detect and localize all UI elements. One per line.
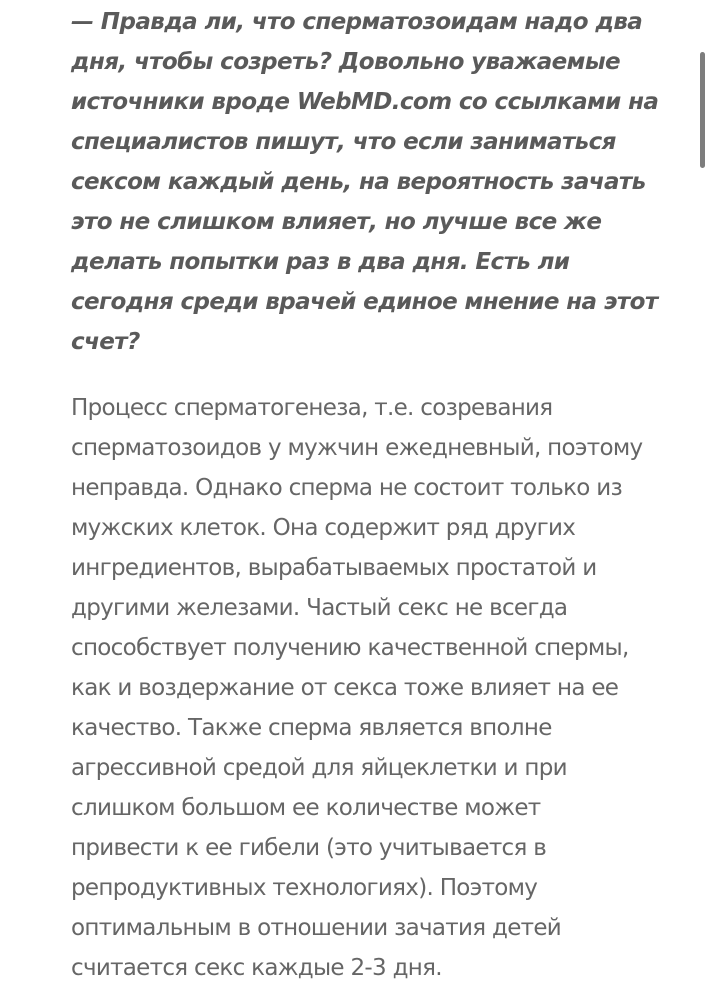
answer-line: как и воздержание от секса тоже влияет на ее bbox=[71, 675, 619, 701]
question-line: сегодня среди врачей единое мнение на этот bbox=[71, 289, 658, 315]
article-body bbox=[71, 0, 659, 988]
answer-line: репродуктивных технологиях). Поэтому bbox=[71, 875, 538, 901]
question-line: дня, чтобы созреть? Довольно уважаемые bbox=[71, 49, 621, 75]
answer-line: качество. Также сперма является вполне bbox=[71, 715, 552, 741]
question-line: делать попытки раз в два дня. Есть ли bbox=[71, 249, 570, 275]
answer-line: агрессивной средой для яйцеклетки и при bbox=[71, 755, 567, 781]
interview-question bbox=[71, 0, 659, 362]
answer-line: ингредиентов, вырабатываемых простатой и bbox=[71, 555, 597, 581]
answer-line: сперматозоидов у мужчин ежедневный, поэтому bbox=[71, 435, 643, 461]
question-line: это не слишком влияет, но лучше все же bbox=[71, 209, 602, 235]
answer-line: слишком большом ее количестве может bbox=[71, 795, 541, 821]
answer-line: способствует получению качественной спермы, bbox=[71, 635, 629, 661]
answer-line: неправда. Однако сперма не состоит только из bbox=[71, 475, 623, 501]
answer-line: считается секс каждые 2-3 дня. bbox=[71, 955, 442, 981]
answer-line: Процесс сперматогенеза, т.е. созревания bbox=[71, 395, 553, 421]
question-line: источники вроде WebMD.com со ссылками на bbox=[71, 89, 659, 115]
answer-line: оптимальным в отношении зачатия детей bbox=[71, 915, 562, 941]
question-line: — Правда ли, что сперматозоидам надо два bbox=[71, 9, 643, 35]
question-line: сексом каждый день, на вероятность зачать bbox=[71, 169, 646, 195]
question-line: счет? bbox=[71, 329, 140, 355]
answer-line: мужских клеток. Она содержит ряд других bbox=[71, 515, 576, 541]
interview-answer bbox=[71, 388, 651, 988]
answer-line: другими железами. Частый секс не всегда bbox=[71, 595, 568, 621]
vertical-scrollbar-thumb[interactable] bbox=[700, 52, 705, 168]
question-line: специалистов пишут, что если заниматься bbox=[71, 129, 616, 155]
answer-line: привести к ее гибели (это учитывается в bbox=[71, 835, 547, 861]
